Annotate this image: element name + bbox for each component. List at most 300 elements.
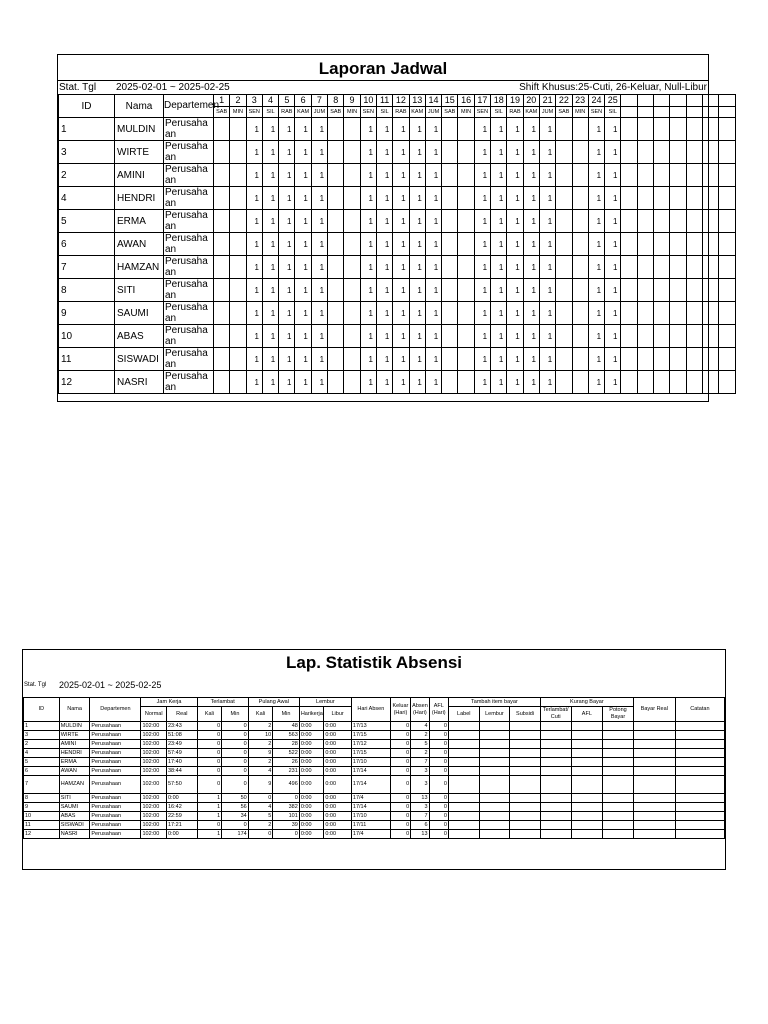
empty-cell — [675, 767, 724, 776]
table-row — [24, 731, 725, 740]
empty-cell — [510, 767, 541, 776]
statistics-table — [23, 697, 725, 839]
shift-cell: 1 — [393, 233, 409, 256]
column-subheader-early-times: Kali — [248, 707, 273, 722]
employee-id: 9 — [59, 302, 115, 325]
empty-cell — [686, 302, 702, 325]
cell-abs: 5 — [411, 740, 429, 749]
shift-cell: 1 — [376, 187, 392, 210]
shift-cell: 1 — [523, 348, 539, 371]
empty-cell — [603, 767, 634, 776]
shift-cell — [458, 348, 474, 371]
empty-cell — [479, 731, 510, 740]
day-number-header: 23 — [572, 95, 588, 107]
empty-cell — [448, 830, 479, 839]
shift-cell: 1 — [523, 141, 539, 164]
column-header-name: Nama — [59, 698, 90, 722]
empty-cell — [719, 210, 735, 233]
cell-id: 8 — [24, 794, 60, 803]
empty-cell — [621, 279, 637, 302]
empty-cell — [702, 371, 718, 394]
table-row — [24, 830, 725, 839]
cell-lk: 0 — [197, 722, 222, 731]
day-number-header: 7 — [311, 95, 327, 107]
employee-name: ERMA — [115, 210, 164, 233]
cell-ha: 17/10 — [351, 758, 390, 767]
shift-cell: 1 — [295, 279, 311, 302]
shift-cell — [556, 279, 572, 302]
shift-cell — [344, 371, 360, 394]
shift-cell: 1 — [539, 279, 555, 302]
cell-kel: 0 — [390, 821, 410, 830]
shift-cell: 1 — [393, 279, 409, 302]
empty-cell — [621, 141, 637, 164]
shift-cell: 1 — [409, 164, 425, 187]
shift-cell: 1 — [491, 371, 507, 394]
empty-header-cell — [719, 95, 735, 107]
shift-cell: 1 — [360, 118, 376, 141]
shift-cell: 1 — [393, 118, 409, 141]
shift-cell: 1 — [262, 210, 278, 233]
table-row — [59, 302, 736, 325]
employee-name: MULDIN — [115, 118, 164, 141]
cell-afl: 0 — [429, 758, 448, 767]
empty-cell — [479, 812, 510, 821]
empty-cell — [670, 325, 686, 348]
cell-normal: 102:00 — [141, 740, 167, 749]
empty-cell — [675, 830, 724, 839]
shift-cell: 1 — [605, 164, 621, 187]
empty-cell — [510, 749, 541, 758]
shift-cell: 1 — [409, 118, 425, 141]
empty-cell — [479, 794, 510, 803]
empty-cell — [510, 812, 541, 821]
shift-cell: 1 — [507, 233, 523, 256]
employee-id: 1 — [59, 118, 115, 141]
shift-cell: 1 — [360, 164, 376, 187]
empty-header-cell — [637, 107, 653, 118]
empty-cell — [571, 830, 603, 839]
column-header-real-pay: Bayar Real — [633, 698, 675, 722]
empty-cell — [510, 740, 541, 749]
employee-id: 2 — [59, 164, 115, 187]
shift-cell: 1 — [262, 164, 278, 187]
empty-cell — [670, 187, 686, 210]
cell-normal: 102:00 — [141, 812, 167, 821]
cell-afl: 0 — [429, 803, 448, 812]
cell-pm: 0 — [273, 794, 300, 803]
empty-header-cell — [686, 95, 702, 107]
shift-cell: 1 — [539, 233, 555, 256]
cell-afl: 0 — [429, 821, 448, 830]
shift-cell: 1 — [507, 210, 523, 233]
cell-lk: 0 — [197, 821, 222, 830]
empty-cell — [540, 794, 571, 803]
empty-cell — [621, 325, 637, 348]
empty-cell — [675, 740, 724, 749]
shift-cell — [556, 141, 572, 164]
shift-cell — [458, 279, 474, 302]
empty-cell — [686, 233, 702, 256]
cell-real: 57:49 — [167, 749, 198, 758]
empty-cell — [540, 830, 571, 839]
day-number-header: 1 — [214, 95, 230, 107]
employee-id: 11 — [59, 348, 115, 371]
cell-real: 51:08 — [167, 731, 198, 740]
empty-cell — [540, 749, 571, 758]
shift-cell — [230, 187, 246, 210]
cell-afl: 0 — [429, 812, 448, 821]
empty-cell — [603, 731, 634, 740]
shift-cell: 1 — [360, 279, 376, 302]
shift-cell: 1 — [279, 325, 295, 348]
empty-cell — [603, 830, 634, 839]
cell-pk: 4 — [248, 803, 273, 812]
shift-cell: 1 — [360, 302, 376, 325]
table-row — [24, 767, 725, 776]
stat-date-label: Stat. Tgl — [24, 682, 47, 688]
shift-cell — [230, 210, 246, 233]
day-number-header: 4 — [262, 95, 278, 107]
empty-cell — [571, 758, 603, 767]
empty-cell — [702, 141, 718, 164]
empty-cell — [603, 740, 634, 749]
cell-id: 2 — [24, 740, 60, 749]
shift-cell — [214, 302, 230, 325]
shift-cell — [572, 256, 588, 279]
empty-cell — [603, 776, 634, 794]
empty-cell — [670, 118, 686, 141]
shift-cell — [458, 371, 474, 394]
empty-cell — [448, 776, 479, 794]
cell-abs: 7 — [411, 758, 429, 767]
cell-lh: 0:00 — [299, 794, 324, 803]
empty-cell — [719, 325, 735, 348]
shift-cell — [442, 371, 458, 394]
cell-lk: 0 — [197, 776, 222, 794]
shift-cell — [214, 233, 230, 256]
cell-afl: 0 — [429, 767, 448, 776]
shift-cell: 1 — [588, 279, 604, 302]
weekday-header: SAB — [214, 107, 230, 118]
empty-cell — [603, 758, 634, 767]
shift-cell: 1 — [246, 279, 262, 302]
employee-name: SISWADI — [115, 348, 164, 371]
cell-lk: 1 — [197, 803, 222, 812]
empty-cell — [637, 302, 653, 325]
weekday-header: MIN — [344, 107, 360, 118]
shift-cell: 1 — [425, 164, 441, 187]
shift-cell: 1 — [279, 371, 295, 394]
shift-cell: 1 — [539, 256, 555, 279]
shift-cell: 1 — [393, 164, 409, 187]
table-row — [59, 210, 736, 233]
shift-cell: 1 — [360, 371, 376, 394]
cell-lk: 1 — [197, 830, 222, 839]
shift-cell — [458, 210, 474, 233]
cell-dept: Perusahaan — [90, 821, 141, 830]
cell-dept: Perusahaan — [90, 722, 141, 731]
cell-ll: 0:00 — [324, 749, 352, 758]
cell-afl: 0 — [429, 731, 448, 740]
day-number-header: 3 — [246, 95, 262, 107]
cell-lm: 34 — [222, 812, 249, 821]
table-row — [59, 279, 736, 302]
shift-cell — [572, 210, 588, 233]
shift-cell: 1 — [539, 187, 555, 210]
table-row — [59, 325, 736, 348]
shift-cell: 1 — [491, 187, 507, 210]
shift-cell: 1 — [474, 325, 490, 348]
statistics-title: Lap. Statistik Absensi — [285, 653, 463, 672]
cell-kel: 0 — [390, 812, 410, 821]
empty-cell — [603, 722, 634, 731]
empty-cell — [621, 371, 637, 394]
employee-department: Perusahaan — [164, 256, 214, 279]
empty-header-cell — [621, 95, 637, 107]
empty-cell — [719, 371, 735, 394]
shift-cell — [442, 348, 458, 371]
empty-cell — [719, 233, 735, 256]
shift-cell — [328, 187, 344, 210]
cell-normal: 102:00 — [141, 722, 167, 731]
cell-kel: 0 — [390, 722, 410, 731]
cell-lh: 0:00 — [299, 740, 324, 749]
empty-cell — [719, 164, 735, 187]
cell-abs: 4 — [411, 722, 429, 731]
weekday-header: JUM — [311, 107, 327, 118]
cell-abs: 3 — [411, 776, 429, 794]
cell-lm: 0 — [222, 821, 249, 830]
shift-cell: 1 — [523, 371, 539, 394]
schedule-header-row — [59, 95, 736, 107]
cell-real: 23:43 — [167, 722, 198, 731]
weekday-header: SEN — [360, 107, 376, 118]
shift-cell — [556, 187, 572, 210]
cell-dept: Perusahaan — [90, 767, 141, 776]
empty-cell — [448, 812, 479, 821]
cell-pm: 28 — [273, 740, 300, 749]
cell-lm: 50 — [222, 794, 249, 803]
day-number-header: 16 — [458, 95, 474, 107]
shift-cell: 1 — [588, 141, 604, 164]
table-row — [59, 371, 736, 394]
weekday-header: MIN — [458, 107, 474, 118]
employee-name: ABAS — [115, 325, 164, 348]
shift-cell: 1 — [246, 164, 262, 187]
shift-cell: 1 — [605, 371, 621, 394]
shift-cell: 1 — [262, 348, 278, 371]
cell-dept: Perusahaan — [90, 740, 141, 749]
table-row — [24, 749, 725, 758]
cell-normal: 102:00 — [141, 821, 167, 830]
empty-cell — [510, 794, 541, 803]
cell-ll: 0:00 — [324, 722, 352, 731]
cell-ha: 17/4 — [351, 830, 390, 839]
attendance-statistics-report — [22, 649, 726, 870]
shift-cell — [328, 371, 344, 394]
shift-cell: 1 — [523, 256, 539, 279]
shift-cell: 1 — [295, 348, 311, 371]
shift-cell: 1 — [262, 233, 278, 256]
shift-cell: 1 — [425, 141, 441, 164]
shift-cell: 1 — [311, 164, 327, 187]
shift-cell: 1 — [311, 325, 327, 348]
shift-cell: 1 — [491, 279, 507, 302]
shift-cell — [214, 210, 230, 233]
shift-cell — [442, 233, 458, 256]
shift-cell: 1 — [409, 233, 425, 256]
empty-cell — [621, 187, 637, 210]
shift-cell: 1 — [295, 371, 311, 394]
empty-cell — [448, 803, 479, 812]
shift-cell: 1 — [474, 302, 490, 325]
empty-cell — [633, 821, 675, 830]
cell-ha: 17/14 — [351, 776, 390, 794]
shift-cell: 1 — [360, 233, 376, 256]
shift-cell: 1 — [360, 210, 376, 233]
column-subheader-deduct-pay-cut: Potong Bayar — [603, 707, 634, 722]
empty-cell — [621, 210, 637, 233]
cell-afl: 0 — [429, 830, 448, 839]
empty-cell — [479, 767, 510, 776]
cell-lh: 0:00 — [299, 749, 324, 758]
cell-real: 17:40 — [167, 758, 198, 767]
shift-cell — [328, 210, 344, 233]
weekday-header: MIN — [572, 107, 588, 118]
column-subheader-late-minutes: Min — [222, 707, 249, 722]
shift-cell: 1 — [393, 256, 409, 279]
column-subheader-overtime-workday: Harikerja — [299, 707, 324, 722]
cell-pk: 10 — [248, 731, 273, 740]
shift-cell: 1 — [393, 325, 409, 348]
shift-cell — [458, 256, 474, 279]
shift-cell: 1 — [523, 118, 539, 141]
cell-pk: 2 — [248, 758, 273, 767]
empty-cell — [479, 830, 510, 839]
shift-cell: 1 — [474, 210, 490, 233]
table-row — [24, 803, 725, 812]
employee-name: HAMZAN — [115, 256, 164, 279]
cell-lk: 1 — [197, 794, 222, 803]
empty-cell — [719, 256, 735, 279]
shift-cell: 1 — [279, 233, 295, 256]
empty-cell — [479, 758, 510, 767]
empty-cell — [654, 256, 670, 279]
empty-cell — [633, 722, 675, 731]
shift-cell: 1 — [474, 233, 490, 256]
shift-cell: 1 — [588, 210, 604, 233]
table-row — [24, 776, 725, 794]
empty-cell — [571, 803, 603, 812]
empty-cell — [603, 794, 634, 803]
cell-kel: 0 — [390, 740, 410, 749]
employee-name: AMINI — [115, 164, 164, 187]
day-number-header: 18 — [491, 95, 507, 107]
shift-cell — [230, 371, 246, 394]
shift-cell: 1 — [262, 256, 278, 279]
table-row — [59, 233, 736, 256]
cell-pk: 9 — [248, 776, 273, 794]
shift-cell: 1 — [279, 187, 295, 210]
shift-cell: 1 — [605, 256, 621, 279]
shift-cell — [328, 233, 344, 256]
employee-name: SAUMI — [115, 302, 164, 325]
empty-cell — [637, 279, 653, 302]
cell-name: HENDRI — [59, 749, 90, 758]
shift-cell: 1 — [376, 233, 392, 256]
cell-afl: 0 — [429, 722, 448, 731]
empty-header-cell — [621, 107, 637, 118]
shift-cell — [572, 233, 588, 256]
shift-cell: 1 — [539, 141, 555, 164]
column-subheader-add-overtime: Lembur — [479, 707, 510, 722]
cell-lm: 0 — [222, 740, 249, 749]
shift-cell: 1 — [262, 118, 278, 141]
shift-cell — [572, 279, 588, 302]
table-row — [24, 722, 725, 731]
cell-lk: 0 — [197, 749, 222, 758]
table-row — [59, 164, 736, 187]
employee-department: Perusahaan — [164, 233, 214, 256]
shift-cell: 1 — [262, 325, 278, 348]
empty-header-cell — [686, 107, 702, 118]
column-subheader-add-label: Label — [448, 707, 479, 722]
weekday-header: SAB — [328, 107, 344, 118]
shift-cell — [230, 118, 246, 141]
column-header-department: Departemen — [90, 698, 141, 722]
empty-cell — [670, 371, 686, 394]
shift-cell: 1 — [295, 302, 311, 325]
shift-cell — [328, 118, 344, 141]
shift-cell: 1 — [295, 256, 311, 279]
shift-cell: 1 — [409, 187, 425, 210]
column-header-work-hours: Jam Kerja — [141, 698, 197, 707]
shift-cell: 1 — [409, 325, 425, 348]
cell-ha: 17/10 — [351, 812, 390, 821]
empty-cell — [719, 118, 735, 141]
shift-cell — [572, 371, 588, 394]
cell-afl: 0 — [429, 749, 448, 758]
empty-header-cell — [670, 107, 686, 118]
employee-name: SITI — [115, 279, 164, 302]
shift-cell: 1 — [311, 348, 327, 371]
employee-name: HENDRI — [115, 187, 164, 210]
empty-cell — [686, 164, 702, 187]
employee-id: 10 — [59, 325, 115, 348]
empty-header-cell — [719, 107, 735, 118]
day-number-header: 10 — [360, 95, 376, 107]
shift-cell — [572, 141, 588, 164]
shift-cell — [328, 348, 344, 371]
cell-kel: 0 — [390, 776, 410, 794]
cell-lm: 56 — [222, 803, 249, 812]
column-subheader-normal: Normal — [141, 707, 167, 722]
cell-pm: 48 — [273, 722, 300, 731]
weekday-header: SAB — [442, 107, 458, 118]
date-range: 2025-02-01 ~ 2025-02-25 — [59, 680, 162, 690]
empty-cell — [637, 118, 653, 141]
cell-id: 12 — [24, 830, 60, 839]
empty-cell — [448, 794, 479, 803]
shift-cell — [442, 302, 458, 325]
cell-pk: 0 — [248, 830, 273, 839]
cell-dept: Perusahaan — [90, 758, 141, 767]
shift-cell: 1 — [605, 325, 621, 348]
cell-name: MULDIN — [59, 722, 90, 731]
cell-lm: 174 — [222, 830, 249, 839]
cell-kel: 0 — [390, 794, 410, 803]
